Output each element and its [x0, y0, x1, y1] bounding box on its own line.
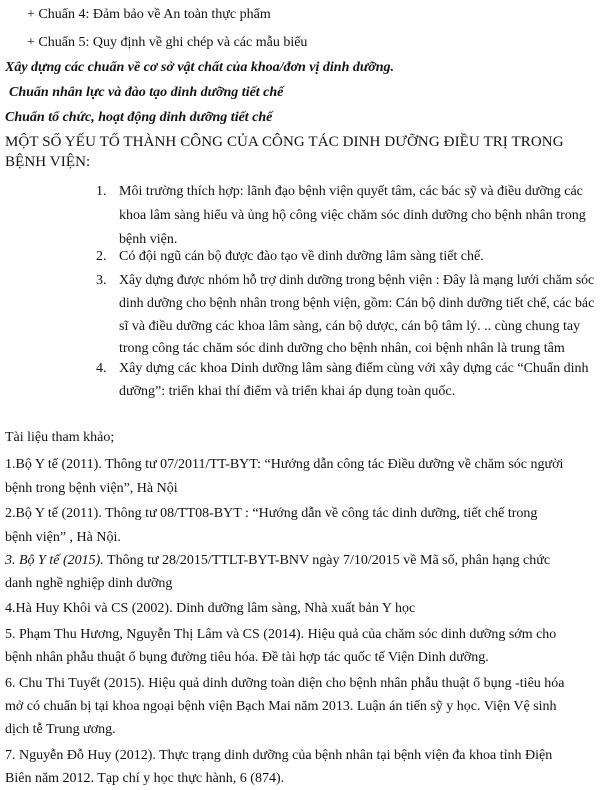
- bullet-line: + Chuẩn 4: Đảm bảo về An toàn thực phẩm: [27, 7, 271, 22]
- list-item-line: dưỡng”: triển khai thí điểm và triển khai áp dụng toàn quốc.: [119, 384, 456, 399]
- list-number: 4.: [96, 361, 107, 376]
- list-item-line: bệnh viện.: [119, 232, 178, 247]
- bullet-line: + Chuẩn 5: Quy định về ghi chép và các mẫu biểu: [27, 35, 308, 50]
- list-item-line: Có đội ngũ cán bộ được đào tạo về dinh dưỡng lâm sàng tiết chế.: [119, 249, 484, 264]
- section-heading: BỆNH VIỆN:: [5, 154, 91, 170]
- reference-line: 5. Phạm Thu Hương, Nguyễn Thị Lâm và CS (2014). Hiệu quả của chăm sóc dinh dưỡng sớm cho: [5, 627, 557, 642]
- reference-line: Biên năm 2012. Tạp chí y học thực hành, 6 (874).: [5, 771, 285, 786]
- list-number: 2.: [96, 249, 107, 264]
- reference-line: 4.Hà Huy Khôi và CS (2002). Dinh dưỡng lâm sàng, Nhà xuất bản Y học: [5, 601, 416, 616]
- reference-line: danh nghề nghiệp dinh dưỡng: [5, 576, 173, 591]
- list-item-line: dinh dưỡng cho bệnh nhân trong bệnh viện, gồm: Cán bộ dinh dưỡng tiết chế, các bác: [119, 296, 595, 311]
- reference-text: Thông tư 28/2015/TTLT-BYT-BNV ngày 7/10/2015 về Mã số, phân hạng chức: [103, 553, 551, 568]
- subhead: Chuẩn tổ chức, hoạt động dinh dưỡng tiết chế: [5, 110, 273, 125]
- reference-lead: 3. Bộ Y tế (2015).: [5, 553, 104, 568]
- reference-line: dịch tễ Trung ương.: [5, 722, 116, 737]
- list-item-line: sĩ và điều dưỡng các khoa lâm sàng, cán bộ dược, cán bộ tâm lý. .. cùng chung tay: [119, 319, 581, 334]
- reference-line: [5, 552, 550, 570]
- subhead: Xây dựng các chuẩn về cơ sở vật chất của khoa/đơn vị dinh dưỡng.: [5, 60, 395, 75]
- section-heading: MỘT SỐ YẾU TỐ THÀNH CÔNG CỦA CÔNG TÁC DINH DƯỠNG ĐIỀU TRỊ TRONG: [5, 134, 564, 150]
- reference-line: 1.Bộ Y tế (2011). Thông tư 07/2011/TT-BYT: “Hướng dẫn công tác Điều dưỡng về chăm sóc người: [5, 457, 564, 472]
- reference-line: 6. Chu Thi Tuyết (2015). Hiệu quả dinh dưỡng toàn diện cho bệnh nhân phẫu thuật ổ bụng -tiêu hóa: [5, 676, 565, 691]
- references-title: Tài liệu tham khảo;: [5, 430, 115, 445]
- reference-line: bệnh nhân phẫu thuật ổ bụng đường tiêu hóa. Đề tài hợp tác quốc tế Viện Dinh dưỡng.: [5, 650, 489, 665]
- list-number: 3.: [96, 273, 107, 288]
- list-item-line: trong công tác chăm sóc dinh dưỡng cho bệnh nhân, coi bệnh nhân là trung tâm: [119, 341, 565, 356]
- reference-line: bệnh trong bệnh viện”, Hà Nội: [5, 481, 178, 496]
- list-item-line: Xây dựng các khoa Dinh dưỡng lâm sàng điểm cùng với xây dựng các “Chuẩn dinh: [119, 361, 589, 376]
- list-item-line: khoa lâm sàng hiểu và ủng hộ công việc chăm sóc dinh dưỡng cho bệnh nhân trong: [119, 208, 586, 223]
- reference-line: bệnh viện” , Hà Nội.: [5, 530, 121, 545]
- list-item-line: Môi trường thích hợp: lãnh đạo bệnh viện quyết tâm, các bác sỹ và điều dưỡng các: [119, 184, 583, 199]
- list-number: 1.: [96, 184, 107, 199]
- subhead: Chuẩn nhân lực và đào tạo dinh dưỡng tiết chế: [9, 85, 284, 100]
- reference-line: 7. Nguyễn Đỗ Huy (2012). Thực trạng dinh dưỡng của bệnh nhân tại bệnh viện đa khoa tỉnh Điện: [5, 748, 553, 763]
- reference-line: mở có chuẩn bị tại khoa ngoại bệnh viện Bạch Mai năm 2013. Luận án tiến sỹ y học. Viện Vệ sinh: [5, 699, 557, 714]
- reference-line: 2.Bộ Y tế (2011). Thông tư 08/TT08-BYT : “Hướng dẫn về công tác dinh dưỡng, tiết chế trong: [5, 506, 538, 521]
- list-item-line: Xây dựng được nhóm hỗ trợ dinh dưỡng trong bệnh viện : Đây là mạng lưới chăm sóc: [119, 273, 595, 288]
